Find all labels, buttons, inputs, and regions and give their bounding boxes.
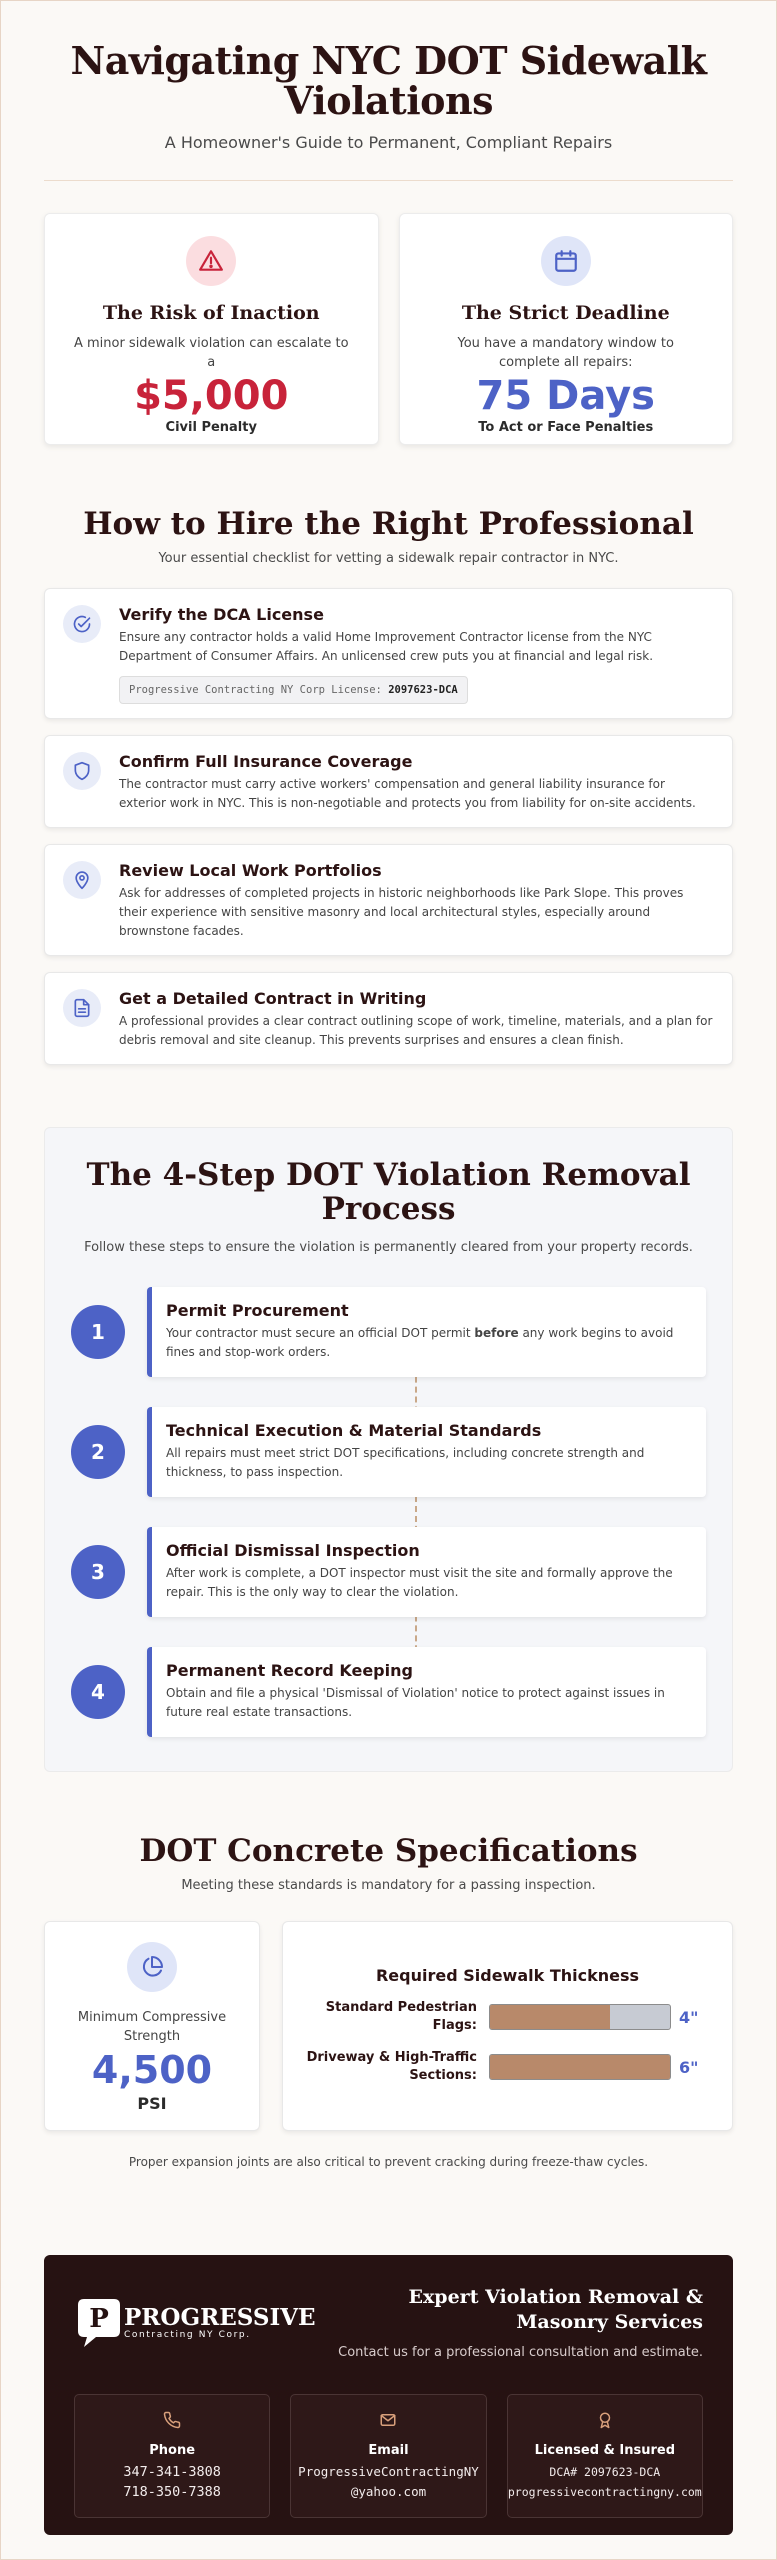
warning-icon xyxy=(186,236,236,286)
phone-icon xyxy=(163,2414,181,2433)
step-card xyxy=(147,1647,706,1737)
email-address[interactable]: ProgressiveContractingNY @yahoo.com xyxy=(298,2464,479,2499)
bar-row xyxy=(303,2049,712,2085)
specs-row xyxy=(44,1921,733,2131)
bar-track xyxy=(489,2004,671,2030)
pie-chart-icon xyxy=(127,1942,177,1992)
check-badge-icon xyxy=(63,605,101,643)
mail-icon xyxy=(379,2414,397,2433)
step-title: Official Dismissal Inspection xyxy=(166,1541,420,1560)
checklist-item-contract xyxy=(44,972,733,1065)
process-step xyxy=(71,1407,706,1497)
award-icon xyxy=(596,2414,614,2433)
checklist-title: Get a Detailed Contract in Writing xyxy=(119,989,427,1008)
step-title: Technical Execution & Material Standards xyxy=(166,1421,542,1440)
step-text: Obtain and file a physical 'Dismissal of Violation' notice to protect against issues in future real estate transactions. xyxy=(166,1686,665,1719)
specs-title: DOT Concrete Specifications xyxy=(139,1833,638,1869)
page-title: Navigating NYC DOT Sidewalk Violations xyxy=(70,38,707,123)
risk-description: A minor sidewalk violation can escalate to a xyxy=(73,336,349,370)
deadline-description: You have a mandatory window to complete all repairs: xyxy=(457,336,674,370)
license-box xyxy=(119,676,468,704)
hero-section xyxy=(1,1,776,152)
step-number: 2 xyxy=(71,1425,125,1479)
chart-title: Required Sidewalk Thickness xyxy=(375,1966,640,1985)
calendar-icon xyxy=(541,236,591,286)
checklist-title: Verify the DCA License xyxy=(119,605,324,624)
hire-subtitle: Your essential checklist for vetting a sidewalk repair contractor in NYC. xyxy=(158,551,619,566)
strength-unit: PSI xyxy=(137,2094,167,2113)
checklist-text: Ask for addresses of completed projects in historic neighborhoods like Park Slope. This proves their experience with sensitive masonry and local architectural styles, especially around brownstone facades. xyxy=(119,886,684,938)
strength-value: 4,500 xyxy=(91,2048,213,2092)
hire-section-header xyxy=(1,507,776,566)
deadline-title: The Strict Deadline xyxy=(461,302,670,324)
bar-value-label: 6" xyxy=(679,2057,699,2077)
page-subtitle: A Homeowner's Guide to Permanent, Compliant Repairs xyxy=(164,133,613,152)
checklist-text: The contractor must carry active workers' compensation and general liability insurance for exterior work in NYC. This is non-negotiable and protects you from liability for on-site accidents. xyxy=(119,777,696,810)
checklist-title: Review Local Work Portfolios xyxy=(119,861,382,880)
contact-footer xyxy=(44,2255,733,2535)
thickness-chart xyxy=(282,1921,733,2131)
step-card xyxy=(147,1407,706,1497)
contact-title: Phone xyxy=(149,2443,196,2458)
process-header xyxy=(71,1158,706,1255)
checklist-title: Confirm Full Insurance Coverage xyxy=(119,752,413,771)
step-number: 1 xyxy=(71,1305,125,1359)
svg-text:P: P xyxy=(89,2304,109,2334)
dca-number: DCA# 2097623-DCA xyxy=(549,2465,661,2479)
footer-title: Expert Violation Removal & Masonry Services xyxy=(408,2286,703,2333)
phone-number-2[interactable]: 718-350-7388 xyxy=(123,2484,221,2500)
process-section xyxy=(44,1127,733,1772)
process-subtitle: Follow these steps to ensure the violation is permanently cleared from your property records. xyxy=(84,1240,693,1255)
shield-icon xyxy=(63,752,101,790)
bar-label: Driveway & High-Traffic Sections: xyxy=(306,2050,477,2083)
penalty-value: $5,000 xyxy=(134,373,289,419)
bar xyxy=(490,2005,610,2029)
step-text: Your contractor must secure an official DOT permit before any work begins to avoid fines and stop-work orders. xyxy=(166,1326,674,1359)
process-step xyxy=(71,1287,706,1377)
step-number: 3 xyxy=(71,1545,125,1599)
contact-row xyxy=(74,2394,703,2518)
contact-title: Email xyxy=(368,2443,409,2458)
checklist-item-insurance xyxy=(44,735,733,828)
step-title: Permit Procurement xyxy=(166,1301,349,1320)
license-number: 2097623-DCA xyxy=(388,684,458,696)
contact-license xyxy=(507,2394,703,2518)
process-steps xyxy=(71,1287,706,1737)
risk-title: The Risk of Inaction xyxy=(102,302,320,324)
bar-row xyxy=(303,1999,712,2035)
deadline-card xyxy=(399,213,734,445)
risk-card xyxy=(44,213,379,445)
step-number: 4 xyxy=(71,1665,125,1719)
map-pin-icon xyxy=(63,861,101,899)
license-label: Progressive Contracting NY Corp License: xyxy=(129,684,382,696)
checklist-item-license xyxy=(44,588,733,719)
deadline-value: 75 Days xyxy=(476,373,655,419)
phone-number-1[interactable]: 347-341-3808 xyxy=(123,2464,221,2480)
deadline-caption: To Act or Face Penalties xyxy=(478,420,654,435)
logo-mark-icon xyxy=(74,2297,122,2349)
website-link[interactable]: progressivecontractingny.com xyxy=(507,2485,702,2499)
logo-word: PROGRESSIVE xyxy=(124,2304,316,2331)
divider xyxy=(44,180,733,181)
step-title: Permanent Record Keeping xyxy=(166,1661,413,1680)
step-text: After work is complete, a DOT inspector must visit the site and formally approve the repair. This is the only way to clear the violation. xyxy=(166,1566,673,1599)
hire-checklist xyxy=(44,588,733,1065)
contact-title: Licensed & Insured xyxy=(534,2443,676,2458)
contact-phone xyxy=(74,2394,270,2518)
contact-email xyxy=(290,2394,486,2518)
strength-label: Minimum Compressive Strength xyxy=(77,2010,227,2044)
specs-header xyxy=(1,1834,776,1893)
specs-subtitle: Meeting these standards is mandatory for a passing inspection. xyxy=(181,1878,596,1893)
process-step xyxy=(71,1647,706,1737)
bar-value-label: 4" xyxy=(679,2007,699,2027)
strength-card xyxy=(44,1921,260,2131)
document-icon xyxy=(63,989,101,1027)
step-card xyxy=(147,1527,706,1617)
footer-subtitle: Contact us for a professional consultation and estimate. xyxy=(338,2345,703,2360)
bar xyxy=(490,2055,670,2079)
step-card xyxy=(147,1287,706,1377)
checklist-item-portfolio xyxy=(44,844,733,956)
stat-row xyxy=(44,213,733,445)
chart-bars xyxy=(303,1999,712,2085)
hire-title: How to Hire the Right Professional xyxy=(83,506,694,542)
bar-track xyxy=(489,2054,671,2080)
checklist-text: A professional provides a clear contract outlining scope of work, timeline, materials, and a plan for debris removal and site cleanup. This prevents surprises and ensures a clean finish. xyxy=(119,1014,713,1047)
step-text: All repairs must meet strict DOT specifications, including concrete strength and thickness, to pass inspection. xyxy=(166,1446,645,1479)
penalty-caption: Civil Penalty xyxy=(165,420,257,435)
company-logo xyxy=(74,2297,316,2349)
process-step xyxy=(71,1527,706,1617)
bar-label: Standard Pedestrian Flags: xyxy=(325,2000,477,2033)
logo-tagline: Contracting NY Corp. xyxy=(124,2330,251,2340)
checklist-text: Ensure any contractor holds a valid Home Improvement Contractor license from the NYC Department of Consumer Affairs. An unlicensed crew puts you at financial and legal risk. xyxy=(119,630,654,663)
specs-footnote: Proper expansion joints are also critical to prevent cracking during freeze-thaw cycles. xyxy=(128,2155,649,2169)
process-title: The 4-Step DOT Violation Removal Process xyxy=(86,1157,691,1227)
